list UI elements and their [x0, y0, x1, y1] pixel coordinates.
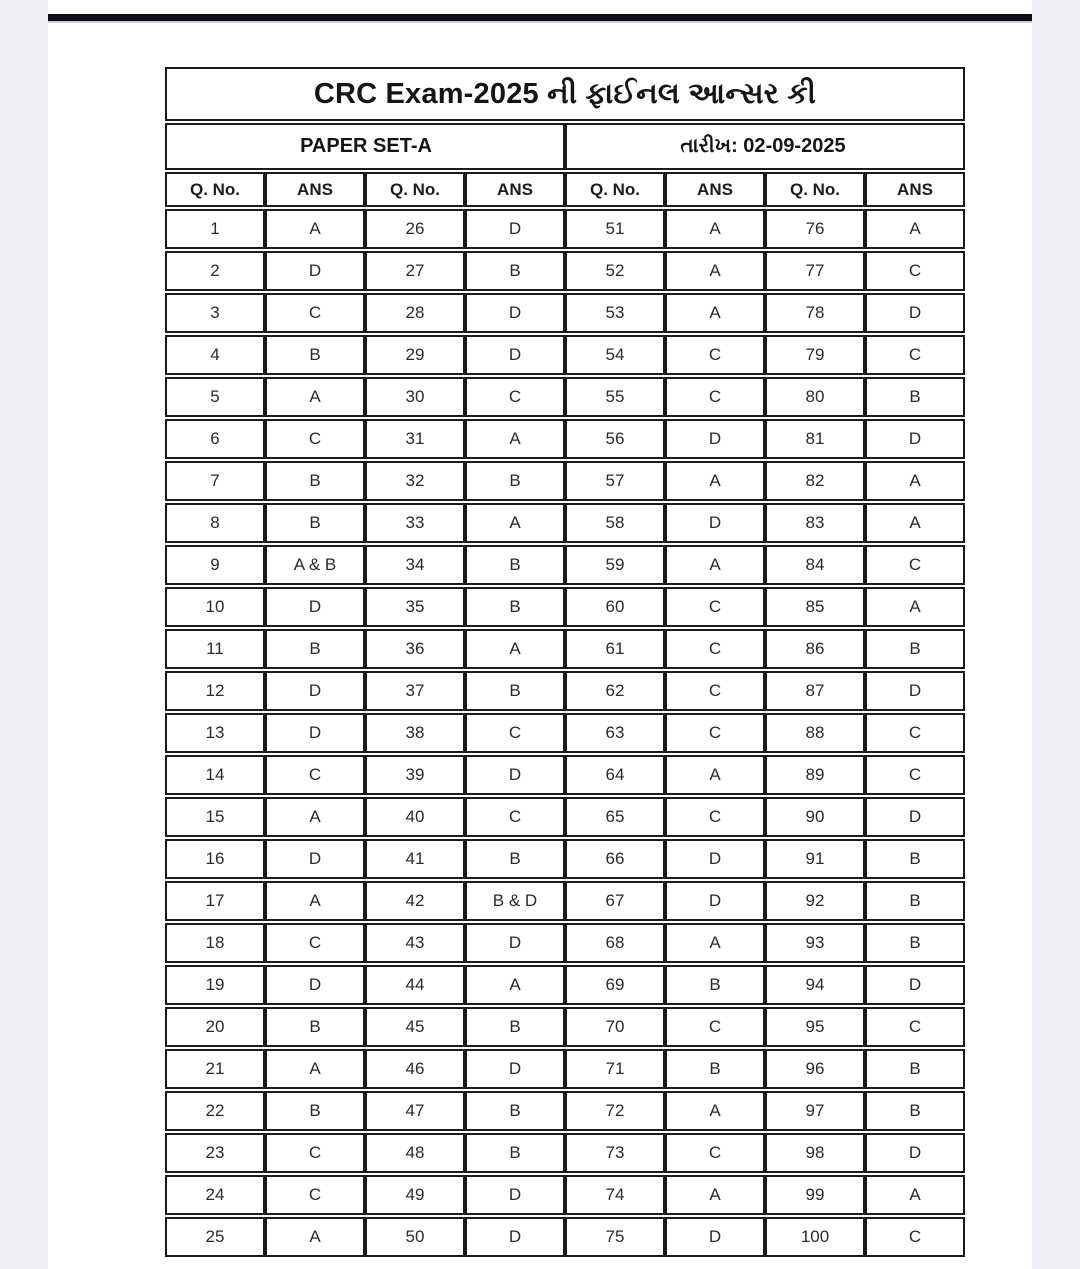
ans-cell: A	[665, 461, 765, 501]
qno-cell: 10	[165, 587, 265, 627]
ans-cell: B	[265, 629, 365, 669]
column-header-row	[165, 172, 965, 207]
ans-cell: D	[265, 713, 365, 753]
qno-cell: 61	[565, 629, 665, 669]
ans-cell: A	[665, 209, 765, 249]
ans-cell: C	[665, 797, 765, 837]
qno-cell: 1	[165, 209, 265, 249]
qno-cell: 37	[365, 671, 465, 711]
qno-cell: 44	[365, 965, 465, 1005]
qno-cell: 77	[765, 251, 865, 291]
qno-cell: 52	[565, 251, 665, 291]
qno-cell: 81	[765, 419, 865, 459]
qno-cell: 39	[365, 755, 465, 795]
qno-cell: 25	[165, 1217, 265, 1257]
ans-cell: D	[665, 503, 765, 543]
qno-cell: 46	[365, 1049, 465, 1089]
qno-cell: 14	[165, 755, 265, 795]
qno-cell: 34	[365, 545, 465, 585]
ans-cell: D	[865, 671, 965, 711]
ans-cell: B	[265, 335, 365, 375]
table-row	[165, 1175, 965, 1215]
qno-cell: 85	[765, 587, 865, 627]
ans-cell: A	[465, 419, 565, 459]
qno-cell: 26	[365, 209, 465, 249]
qno-cell: 68	[565, 923, 665, 963]
ans-cell: D	[865, 293, 965, 333]
table-row	[165, 545, 965, 585]
qno-cell: 93	[765, 923, 865, 963]
table-row	[165, 923, 965, 963]
qno-header-cell: Q. No.	[165, 172, 265, 207]
qno-cell: 71	[565, 1049, 665, 1089]
ans-cell: A	[665, 755, 765, 795]
qno-cell: 11	[165, 629, 265, 669]
ans-cell: D	[865, 419, 965, 459]
ans-header-cell: ANS	[665, 172, 765, 207]
qno-cell: 5	[165, 377, 265, 417]
qno-cell: 91	[765, 839, 865, 879]
table-row	[165, 335, 965, 375]
ans-cell: D	[465, 1217, 565, 1257]
ans-cell: C	[865, 1007, 965, 1047]
ans-cell: D	[465, 209, 565, 249]
answer-key-document	[165, 65, 965, 1259]
ans-cell: B	[865, 923, 965, 963]
qno-cell: 97	[765, 1091, 865, 1131]
qno-cell: 98	[765, 1133, 865, 1173]
ans-cell: D	[465, 1175, 565, 1215]
qno-cell: 48	[365, 1133, 465, 1173]
ans-cell: A	[465, 629, 565, 669]
qno-cell: 57	[565, 461, 665, 501]
qno-cell: 50	[365, 1217, 465, 1257]
ans-cell: A	[265, 1049, 365, 1089]
ans-cell: C	[665, 377, 765, 417]
ans-cell: B	[865, 839, 965, 879]
ans-cell: A	[865, 503, 965, 543]
qno-cell: 69	[565, 965, 665, 1005]
qno-cell: 73	[565, 1133, 665, 1173]
qno-cell: 62	[565, 671, 665, 711]
ans-cell: B	[465, 461, 565, 501]
ans-cell: C	[665, 629, 765, 669]
ans-cell: C	[665, 1133, 765, 1173]
ans-cell: B	[265, 503, 365, 543]
table-row	[165, 797, 965, 837]
qno-cell: 20	[165, 1007, 265, 1047]
qno-cell: 2	[165, 251, 265, 291]
ans-cell: B	[465, 1133, 565, 1173]
ans-cell: B	[265, 1091, 365, 1131]
ans-cell: D	[665, 881, 765, 921]
qno-cell: 92	[765, 881, 865, 921]
table-row	[165, 251, 965, 291]
ans-cell: D	[265, 671, 365, 711]
qno-cell: 67	[565, 881, 665, 921]
ans-header-cell: ANS	[465, 172, 565, 207]
qno-cell: 60	[565, 587, 665, 627]
qno-cell: 4	[165, 335, 265, 375]
qno-cell: 80	[765, 377, 865, 417]
qno-cell: 13	[165, 713, 265, 753]
ans-cell: D	[265, 839, 365, 879]
ans-cell: D	[665, 1217, 765, 1257]
qno-header-cell: Q. No.	[565, 172, 665, 207]
ans-cell: A	[665, 251, 765, 291]
meta-row	[165, 123, 965, 170]
qno-cell: 28	[365, 293, 465, 333]
ans-cell: B	[865, 1091, 965, 1131]
qno-cell: 42	[365, 881, 465, 921]
table-row	[165, 209, 965, 249]
ans-cell: D	[865, 797, 965, 837]
ans-cell: B	[865, 1049, 965, 1089]
table-row	[165, 503, 965, 543]
ans-cell: C	[865, 713, 965, 753]
qno-cell: 70	[565, 1007, 665, 1047]
ans-cell: B	[465, 1007, 565, 1047]
qno-cell: 64	[565, 755, 665, 795]
ans-cell: C	[265, 755, 365, 795]
qno-cell: 7	[165, 461, 265, 501]
qno-cell: 27	[365, 251, 465, 291]
qno-cell: 33	[365, 503, 465, 543]
paper-set-label: PAPER SET-A	[165, 123, 565, 170]
qno-cell: 6	[165, 419, 265, 459]
top-divider-bar	[48, 14, 1032, 23]
answer-key-table	[165, 65, 965, 1259]
ans-cell: D	[865, 1133, 965, 1173]
qno-cell: 23	[165, 1133, 265, 1173]
ans-cell: B	[265, 461, 365, 501]
ans-cell: A	[265, 1217, 365, 1257]
qno-cell: 83	[765, 503, 865, 543]
ans-cell: C	[265, 419, 365, 459]
qno-cell: 18	[165, 923, 265, 963]
qno-cell: 47	[365, 1091, 465, 1131]
ans-header-cell: ANS	[265, 172, 365, 207]
table-row	[165, 671, 965, 711]
ans-cell: D	[265, 251, 365, 291]
qno-cell: 82	[765, 461, 865, 501]
ans-cell: D	[465, 923, 565, 963]
ans-cell: C	[265, 1175, 365, 1215]
ans-cell: C	[865, 545, 965, 585]
qno-cell: 94	[765, 965, 865, 1005]
document-title: CRC Exam-2025 ની ફાઈનલ આન્સર કી	[165, 67, 965, 121]
qno-cell: 55	[565, 377, 665, 417]
table-row	[165, 629, 965, 669]
qno-cell: 100	[765, 1217, 865, 1257]
qno-cell: 38	[365, 713, 465, 753]
table-row	[165, 293, 965, 333]
ans-cell: A	[465, 503, 565, 543]
ans-cell: C	[265, 1133, 365, 1173]
table-row	[165, 1217, 965, 1257]
qno-cell: 65	[565, 797, 665, 837]
ans-cell: A	[665, 545, 765, 585]
table-row	[165, 587, 965, 627]
ans-cell: C	[865, 755, 965, 795]
qno-cell: 99	[765, 1175, 865, 1215]
ans-cell: D	[665, 419, 765, 459]
qno-cell: 8	[165, 503, 265, 543]
ans-cell: B & D	[465, 881, 565, 921]
qno-cell: 58	[565, 503, 665, 543]
ans-cell: B	[465, 839, 565, 879]
qno-cell: 21	[165, 1049, 265, 1089]
table-row	[165, 1007, 965, 1047]
qno-cell: 19	[165, 965, 265, 1005]
ans-cell: C	[865, 251, 965, 291]
qno-header-cell: Q. No.	[365, 172, 465, 207]
ans-cell: B	[265, 1007, 365, 1047]
ans-cell: C	[465, 713, 565, 753]
ans-cell: D	[465, 1049, 565, 1089]
ans-cell: C	[265, 923, 365, 963]
ans-cell: C	[665, 335, 765, 375]
ans-cell: C	[665, 1007, 765, 1047]
qno-cell: 15	[165, 797, 265, 837]
qno-cell: 16	[165, 839, 265, 879]
ans-cell: A	[465, 965, 565, 1005]
ans-cell: A	[665, 923, 765, 963]
left-margin-strip	[0, 0, 48, 1269]
ans-cell: C	[465, 797, 565, 837]
qno-cell: 59	[565, 545, 665, 585]
qno-cell: 88	[765, 713, 865, 753]
qno-cell: 86	[765, 629, 865, 669]
qno-cell: 30	[365, 377, 465, 417]
ans-cell: D	[465, 755, 565, 795]
qno-cell: 74	[565, 1175, 665, 1215]
qno-cell: 75	[565, 1217, 665, 1257]
table-row	[165, 461, 965, 501]
qno-cell: 36	[365, 629, 465, 669]
qno-cell: 45	[365, 1007, 465, 1047]
table-row	[165, 839, 965, 879]
ans-cell: A	[865, 461, 965, 501]
qno-cell: 40	[365, 797, 465, 837]
ans-cell: A	[265, 881, 365, 921]
qno-cell: 90	[765, 797, 865, 837]
qno-cell: 22	[165, 1091, 265, 1131]
qno-cell: 9	[165, 545, 265, 585]
ans-cell: A	[865, 587, 965, 627]
qno-header-cell: Q. No.	[765, 172, 865, 207]
ans-cell: C	[665, 671, 765, 711]
ans-cell: D	[265, 587, 365, 627]
qno-cell: 53	[565, 293, 665, 333]
table-row	[165, 713, 965, 753]
ans-cell: B	[865, 629, 965, 669]
ans-cell: A	[665, 1175, 765, 1215]
ans-cell: B	[465, 1091, 565, 1131]
ans-cell: A	[865, 209, 965, 249]
table-row	[165, 419, 965, 459]
ans-cell: C	[265, 293, 365, 333]
qno-cell: 49	[365, 1175, 465, 1215]
ans-cell: A	[265, 209, 365, 249]
qno-cell: 96	[765, 1049, 865, 1089]
qno-cell: 78	[765, 293, 865, 333]
ans-cell: B	[465, 251, 565, 291]
ans-cell: B	[465, 545, 565, 585]
qno-cell: 66	[565, 839, 665, 879]
ans-cell: D	[865, 965, 965, 1005]
qno-cell: 76	[765, 209, 865, 249]
qno-cell: 79	[765, 335, 865, 375]
ans-cell: D	[465, 335, 565, 375]
right-margin-strip	[1032, 0, 1080, 1269]
ans-cell: A	[665, 293, 765, 333]
qno-cell: 3	[165, 293, 265, 333]
qno-cell: 54	[565, 335, 665, 375]
ans-cell: C	[865, 335, 965, 375]
ans-header-cell: ANS	[865, 172, 965, 207]
ans-cell: A	[865, 1175, 965, 1215]
qno-cell: 72	[565, 1091, 665, 1131]
table-row	[165, 1091, 965, 1131]
qno-cell: 95	[765, 1007, 865, 1047]
qno-cell: 87	[765, 671, 865, 711]
table-row	[165, 965, 965, 1005]
ans-cell: B	[465, 671, 565, 711]
title-row	[165, 67, 965, 121]
ans-cell: B	[665, 965, 765, 1005]
ans-cell: B	[865, 377, 965, 417]
qno-cell: 35	[365, 587, 465, 627]
ans-cell: D	[665, 839, 765, 879]
qno-cell: 31	[365, 419, 465, 459]
ans-cell: D	[265, 965, 365, 1005]
table-row	[165, 1049, 965, 1089]
table-row	[165, 1133, 965, 1173]
qno-cell: 43	[365, 923, 465, 963]
qno-cell: 89	[765, 755, 865, 795]
qno-cell: 84	[765, 545, 865, 585]
qno-cell: 24	[165, 1175, 265, 1215]
qno-cell: 17	[165, 881, 265, 921]
qno-cell: 12	[165, 671, 265, 711]
table-row	[165, 881, 965, 921]
qno-cell: 29	[365, 335, 465, 375]
ans-cell: A	[665, 1091, 765, 1131]
qno-cell: 63	[565, 713, 665, 753]
ans-cell: C	[865, 1217, 965, 1257]
ans-cell: A	[265, 797, 365, 837]
table-row	[165, 377, 965, 417]
ans-cell: B	[865, 881, 965, 921]
ans-cell: A & B	[265, 545, 365, 585]
ans-cell: D	[465, 293, 565, 333]
ans-cell: A	[265, 377, 365, 417]
ans-cell: B	[665, 1049, 765, 1089]
ans-cell: C	[665, 587, 765, 627]
exam-date-label: તારીખ: 02-09-2025	[565, 123, 965, 170]
ans-cell: C	[465, 377, 565, 417]
qno-cell: 51	[565, 209, 665, 249]
answers-tbody	[165, 209, 965, 1257]
ans-cell: B	[465, 587, 565, 627]
table-row	[165, 755, 965, 795]
qno-cell: 41	[365, 839, 465, 879]
qno-cell: 32	[365, 461, 465, 501]
ans-cell: C	[665, 713, 765, 753]
qno-cell: 56	[565, 419, 665, 459]
